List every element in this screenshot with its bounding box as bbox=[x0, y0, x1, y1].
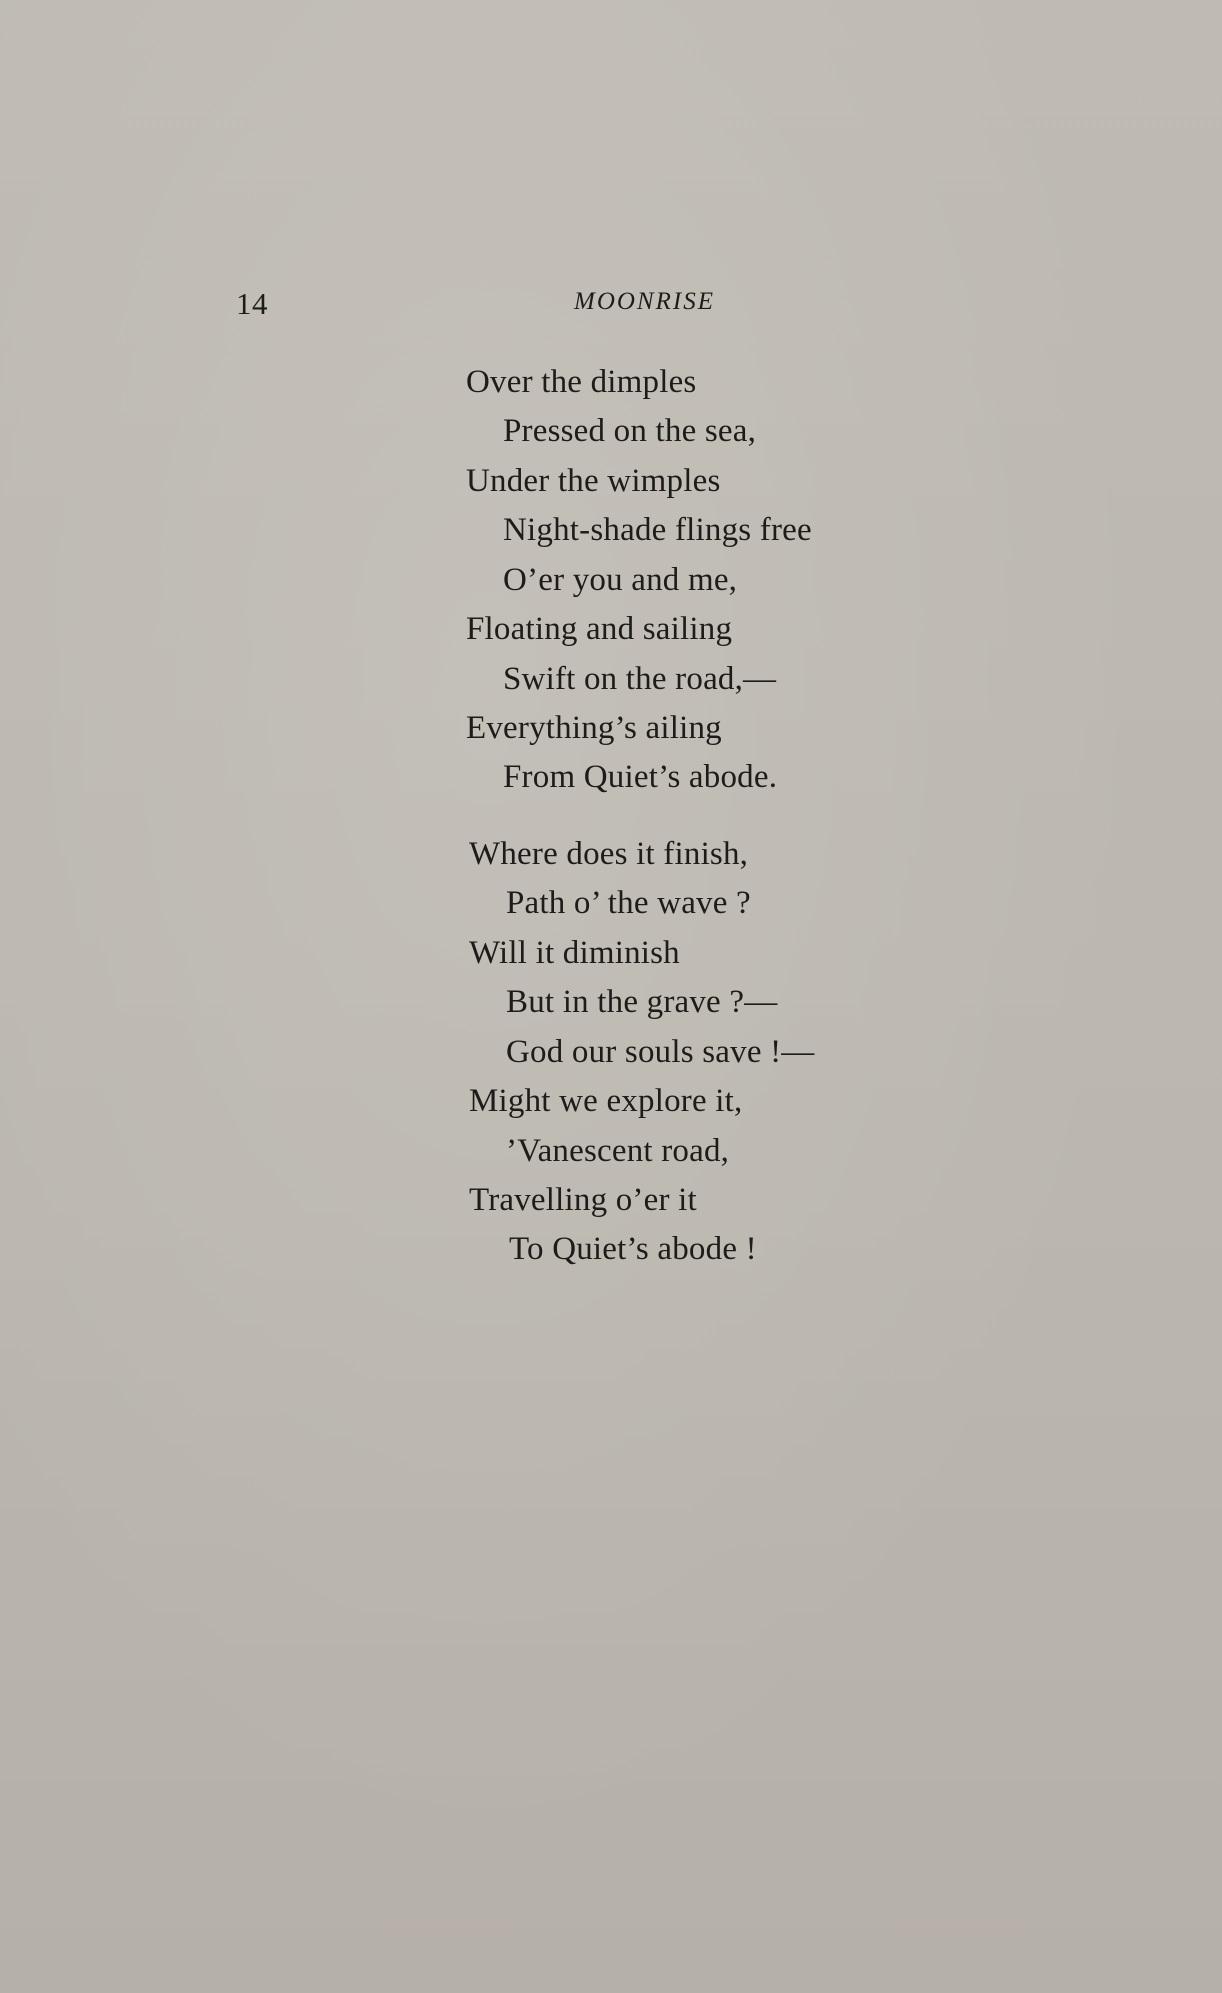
poem-line: Might we explore it, bbox=[469, 1083, 743, 1119]
poem-line: Path o’ the wave ? bbox=[506, 885, 751, 921]
poem-line: Where does it finish, bbox=[469, 836, 749, 872]
poem-line: But in the grave ?— bbox=[506, 984, 778, 1020]
poem-line: To Quiet’s abode ! bbox=[509, 1231, 757, 1267]
poem-line: Pressed on the sea, bbox=[503, 413, 757, 449]
poem-line: O’er you and me, bbox=[503, 562, 738, 598]
poem-line: Under the wimples bbox=[466, 463, 721, 499]
poem-line: Travelling o’er it bbox=[469, 1182, 697, 1218]
poem-line: Swift on the road,— bbox=[503, 661, 777, 697]
poem-line: Floating and sailing bbox=[466, 611, 733, 647]
page-number: 14 bbox=[236, 286, 268, 321]
poem-line: Will it diminish bbox=[469, 935, 680, 971]
poem-line: Night-shade flings free bbox=[503, 512, 812, 548]
poem-line: Over the dimples bbox=[466, 364, 697, 400]
poem-line: God our souls save !— bbox=[506, 1034, 815, 1070]
poem-line: Everything’s ailing bbox=[466, 710, 722, 746]
poem-line: From Quiet’s abode. bbox=[503, 759, 778, 795]
poem-line: ’Vanescent road, bbox=[506, 1133, 730, 1169]
running-title: MOONRISE bbox=[574, 288, 715, 315]
